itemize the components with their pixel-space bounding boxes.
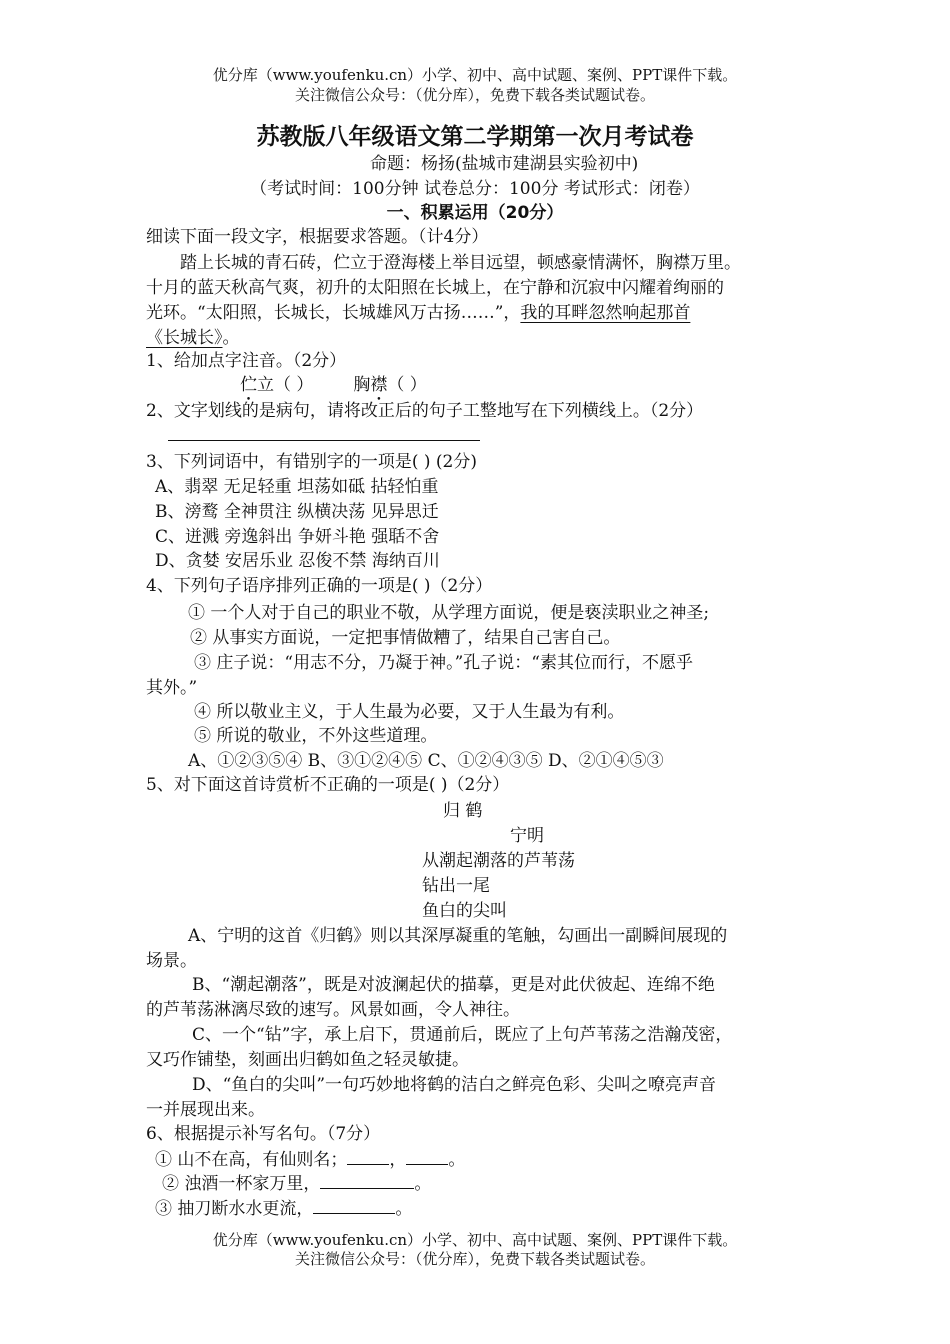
question-4-sentence-3-cont: 其外。” (146, 678, 198, 698)
question-4-stem: 4、下列句子语序排列正确的一项是( )（2分） (146, 576, 493, 596)
passage-line-2: 十月的蓝天秋高气爽，初升的太阳照在长城上，在宁静和沉寂中闪耀着绚丽的 (146, 278, 724, 298)
dotted-char-2: 襟 (370, 375, 388, 395)
footer-line-1: 优分库（www.youfenku.cn）小学、初中、高中试题、案例、PPT课件下载。 (212, 1231, 738, 1249)
passage-line-3-text: 光环。“太阳照，长城长，长城雄风万古扬……”， (146, 303, 521, 323)
period: 。 (448, 1150, 466, 1170)
question-3-option-d: D、贪婪 安居乐业 忍俊不禁 海纳百川 (155, 551, 440, 571)
passage-line-1: 踏上长城的青石砖，伫立于澄海楼上举目远望，顿感豪情满怀，胸襟万里。 (180, 253, 741, 273)
question-4-sentence-2: ② 从事实方面说，一定把事情做糟了，结果自己害自己。 (190, 628, 621, 648)
poem-author: 宁明 (510, 826, 544, 846)
question-3-option-b: B、滂鹜 全神贯注 纵横决荡 见异思迁 (155, 502, 439, 522)
question-4-options: A、①②③⑤④ B、③①②④⑤ C、①②④③⑤ D、②①④⑤③ (188, 751, 664, 771)
poem-line-3: 鱼白的尖叫 (422, 901, 507, 921)
question-1-stem: 1、给加点字注音。（2分） (146, 351, 347, 371)
footer-line-2: 关注微信公众号：（优分库），免费下载各类试题试卷。 (294, 1250, 655, 1268)
question-6-item-1 (155, 1148, 465, 1171)
question-6-item-1-text: ① 山不在高，有仙则名； (155, 1150, 348, 1170)
passage-line-4-end: 。 (222, 328, 240, 348)
question-4-sentence-1: ① 一个人对于自己的职业不敬，从学理方面说，便是亵渎职业之神圣; (188, 603, 710, 623)
section-heading-1: 一、积累运用（20分） (386, 203, 564, 223)
question-6-item-2-text: ② 浊酒一杯家万里， (162, 1174, 321, 1194)
blank-6-1a[interactable] (347, 1148, 389, 1165)
word-2-char-1: 胸 (353, 375, 371, 395)
answer-line-q2[interactable] (168, 440, 480, 441)
comma: ， (389, 1150, 407, 1170)
question-5-option-b-1: B、“潮起潮落”，既是对波澜起伏的描摹，更是对此伏彼起、连绵不绝 (192, 975, 715, 995)
blank-6-2[interactable] (320, 1172, 414, 1189)
question-6-stem: 6、根据提示补写名句。（7分） (146, 1124, 381, 1144)
blank-6-1b[interactable] (406, 1148, 448, 1165)
question-5-option-d-2: 一并展现出来。 (146, 1100, 265, 1120)
poem-line-1: 从潮起潮落的芦苇荡 (422, 851, 575, 871)
question-4-sentence-3: ③ 庄子说：“用志不分，乃凝于神。”孔子说：“素其位而行，不愿乎 (194, 653, 693, 673)
poem-line-2: 钻出一尾 (422, 876, 490, 896)
question-2-stem: 2、文字划线的是病句，请将改正后的句子工整地写在下列横线上。（2分） (146, 401, 704, 421)
underlined-sentence-part-2: 《长城长》 (146, 328, 223, 348)
question-5-option-b-2: 的芦苇荡淋漓尽致的速写。风景如画，令人神往。 (146, 1000, 520, 1020)
question-3-option-c: C、迸溅 旁逸斜出 争妍斗艳 强聒不舍 (155, 527, 440, 547)
question-3-stem: 3、下列词语中，有错别字的一项是( ) (2分) (146, 452, 477, 472)
period: 。 (414, 1174, 432, 1194)
question-6-item-3 (155, 1197, 412, 1220)
poem-title: 归 鹤 (443, 801, 483, 821)
author-line: 命题：杨扬(盐城市建湖县实验初中) (370, 154, 639, 174)
question-6-item-2 (162, 1172, 431, 1195)
question-5-option-a-1: A、宁明的这首《归鹤》则以其深厚凝重的笔触，勾画出一副瞬间展现的 (188, 926, 728, 946)
dotted-char-1: 伫 (240, 375, 257, 395)
period: 。 (395, 1199, 413, 1219)
question-5-option-c-1: C、一个“钻”字，承上启下，贯通前后，既应了上句芦苇荡之浩瀚茂密， (192, 1025, 733, 1045)
page-title: 苏教版八年级语文第二学期第一次月考试卷 (256, 124, 694, 150)
question-3-option-a: A、翡翠 无足轻重 坦荡如砥 拈轻怕重 (155, 477, 439, 497)
question-4-sentence-5: ⑤ 所说的敬业，不外这些道理。 (194, 726, 438, 746)
question-6-item-3-text: ③ 抽刀断水水更流， (155, 1199, 314, 1219)
passage-line-3 (146, 302, 690, 324)
question-5-option-c-2: 又巧作铺垫，刻画出归鹤如鱼之轻灵敏捷。 (146, 1050, 469, 1070)
passage-intro: 细读下面一段文字，根据要求答题。（计4分） (146, 227, 489, 247)
passage-line-4 (146, 327, 240, 349)
header-line-1: 优分库（www.youfenku.cn）小学、初中、高中试题、案例、PPT课件下载。 (212, 66, 738, 84)
header-line-2: 关注微信公众号：（优分库），免费下载各类试题试卷。 (294, 86, 655, 104)
blank-6-3[interactable] (313, 1197, 395, 1214)
word-2-paren: （ ） (387, 375, 427, 395)
exam-info: （考试时间：100分钟 试卷总分：100分 考试形式：闭卷） (250, 179, 700, 199)
word-1-rest: 立（ ） (257, 375, 314, 395)
question-5-option-a-2: 场景。 (146, 951, 197, 971)
question-5-stem: 5、对下面这首诗赏析不正确的一项是( )（2分） (146, 775, 510, 795)
question-5-option-d-1: D、“鱼白的尖叫”一句巧妙地将鹤的洁白之鲜亮色彩、尖叫之嘹亮声音 (192, 1075, 717, 1095)
underlined-sentence-part-1: 我的耳畔忽然响起那首 (520, 303, 691, 323)
question-4-sentence-4: ④ 所以敬业主义，于人生最为必要，又于人生最为有利。 (194, 702, 625, 722)
question-1-words (240, 374, 427, 396)
